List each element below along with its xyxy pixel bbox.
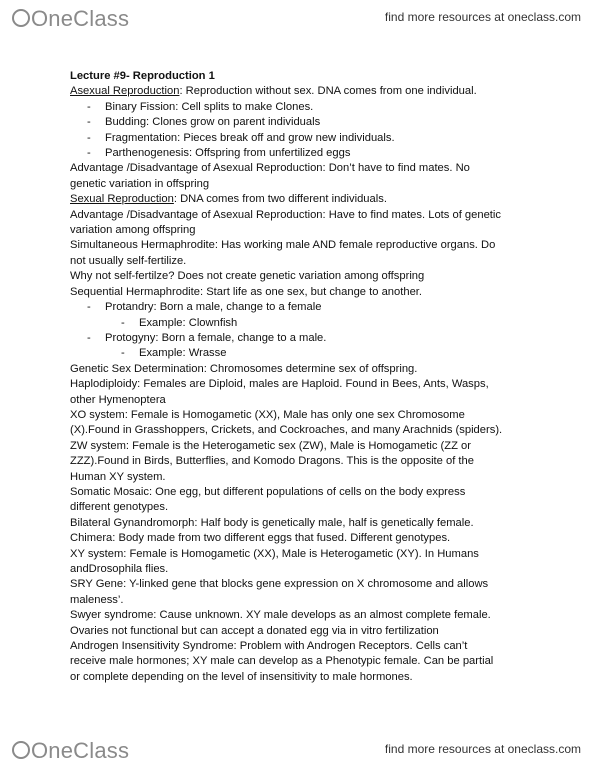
document-title: Lecture #9- Reproduction 1 (70, 70, 215, 82)
paragraph-line: Simultaneous Hermaphrodite: Has working male AND female reproductive organs. Do (70, 239, 496, 252)
paragraph-line: different genotypes. (70, 501, 169, 514)
dash-bullet: - (87, 116, 91, 129)
paragraph-line: XY system: Female is Homogametic (XX), Male is Heterogametic (XY). In Humans (70, 547, 479, 560)
paragraph-line: Sequential Hermaphrodite: Start life as one sex, but change to another. (70, 285, 423, 298)
paragraph-line: genetic variation in offspring (70, 177, 210, 190)
dash-bullet: - (87, 147, 91, 160)
paragraph-line: Advantage /Disadvantage of Asexual Reproduction: Don’t have to find mates. No (70, 162, 470, 175)
logo-text: OneClass (31, 6, 130, 31)
list-item (70, 300, 540, 315)
dash-bullet: - (87, 100, 91, 113)
paragraph-line: maleness’. (70, 593, 124, 606)
list-item-text: Parthenogenesis: Offspring from unfertilized eggs (105, 147, 351, 160)
sexual-definition: : DNA comes from two different individuals. (173, 193, 387, 206)
list-item (70, 115, 540, 130)
dash-bullet: - (87, 301, 91, 314)
list-item-text: Protogyny: Born a female, change to a male. (105, 331, 327, 344)
paragraph-line: receive male hormones; XY male can develop as a Phenotypic female. Can be partial (70, 655, 494, 668)
paragraph-line: ZZZ).Found in Birds, Butterflies, and Komodo Dragons. This is the opposite of the (70, 455, 474, 468)
paragraph-line: or complete depending on the level of insensitivity to male hormones. (70, 670, 413, 683)
asexual-reproduction-line (70, 84, 540, 99)
paragraph-line: Advantage /Disadvantage of Asexual Reproduction: Have to find mates. Lots of genetic (70, 208, 501, 221)
list-item-text: Fragmentation: Pieces break off and grow new individuals. (105, 131, 395, 144)
footer-resources-link[interactable]: find more resources at oneclass.com (384, 742, 581, 756)
paragraph-line: Bilateral Gynandromorph: Half body is genetically male, half is genetically female. (70, 516, 474, 529)
paragraph-line: Ovaries not functional but can accept a donated egg via in vitro fertilization (70, 624, 439, 637)
paragraph-line: andDrosophila flies. (70, 563, 169, 575)
asexual-definition: : Reproduction without sex. DNA comes from one individual. (179, 85, 477, 98)
paragraph-line: not usually self-fertilize. (70, 254, 187, 267)
list-item-text: Example: Clownfish (139, 316, 238, 329)
sub-list-item (70, 316, 540, 331)
list-item-text: Example: Wrasse (139, 347, 227, 360)
paragraph-line: Androgen Insensitivity Syndrome: Problem with Androgen Receptors. Cells can’t (70, 640, 468, 653)
list-item-text: Protandry: Born a male, change to a female (105, 301, 322, 314)
paragraph-line: Swyer syndrome: Cause unknown. XY male develops as an almost complete female. (70, 609, 491, 622)
paragraph-line: Human XY system. (70, 470, 166, 483)
paragraph-line: Why not self-fertilze? Does not create genetic variation among offspring (70, 270, 425, 283)
oneclass-logo[interactable] (12, 6, 129, 32)
paragraph-line: other Hymenoptera (70, 393, 166, 406)
dash-bullet: - (87, 131, 91, 144)
paragraph-line: Chimera: Body made from two different eggs that fused. Different genotypes. (70, 532, 451, 545)
paragraph-line: XO system: Female is Homogametic (XX), Male has only one sex Chromosome (70, 408, 465, 421)
dash-bullet: - (87, 331, 91, 344)
paragraph-line: Genetic Sex Determination: Chromosomes determine sex of offspring. (70, 362, 418, 375)
list-item-text: Binary Fission: Cell splits to make Clones. (105, 100, 314, 113)
paragraph-line: ZW system: Female is the Heterogametic sex (ZW), Male is Homogametic (ZZ or (70, 439, 471, 452)
footer-oneclass-logo[interactable] (12, 738, 129, 764)
asexual-term: Asexual Reproduction (70, 85, 180, 98)
dash-bullet: - (121, 347, 125, 360)
list-item (70, 146, 540, 161)
paragraph-line: SRY Gene: Y-linked gene that blocks gene expression on X chromosome and allows (70, 578, 489, 591)
sexual-term: Sexual Reproduction (70, 193, 174, 206)
list-item (70, 131, 540, 146)
paragraph-line: Somatic Mosaic: One egg, but different populations of cells on the body express (70, 485, 466, 498)
dash-bullet: - (121, 316, 125, 329)
list-item (70, 331, 540, 346)
list-item (70, 100, 540, 115)
logo-circle-icon (12, 741, 30, 759)
paragraph-line: Haplodiploidy: Females are Diploid, males are Haploid. Found in Bees, Ants, Wasps, (70, 378, 489, 391)
list-item-text: Budding: Clones grow on parent individuals (105, 116, 321, 129)
paragraph-line: (X).Found in Grasshoppers, Crickets, and Cockroaches, and many Arachnids (spiders). (70, 424, 503, 437)
paragraph-line: variation among offspring (70, 224, 196, 237)
sub-list-item (70, 346, 540, 361)
logo-circle-icon (12, 9, 30, 27)
header-resources-link[interactable]: find more resources at oneclass.com (384, 10, 581, 24)
logo-text: OneClass (31, 738, 130, 763)
document-body (70, 69, 540, 685)
sexual-reproduction-line (70, 192, 540, 207)
